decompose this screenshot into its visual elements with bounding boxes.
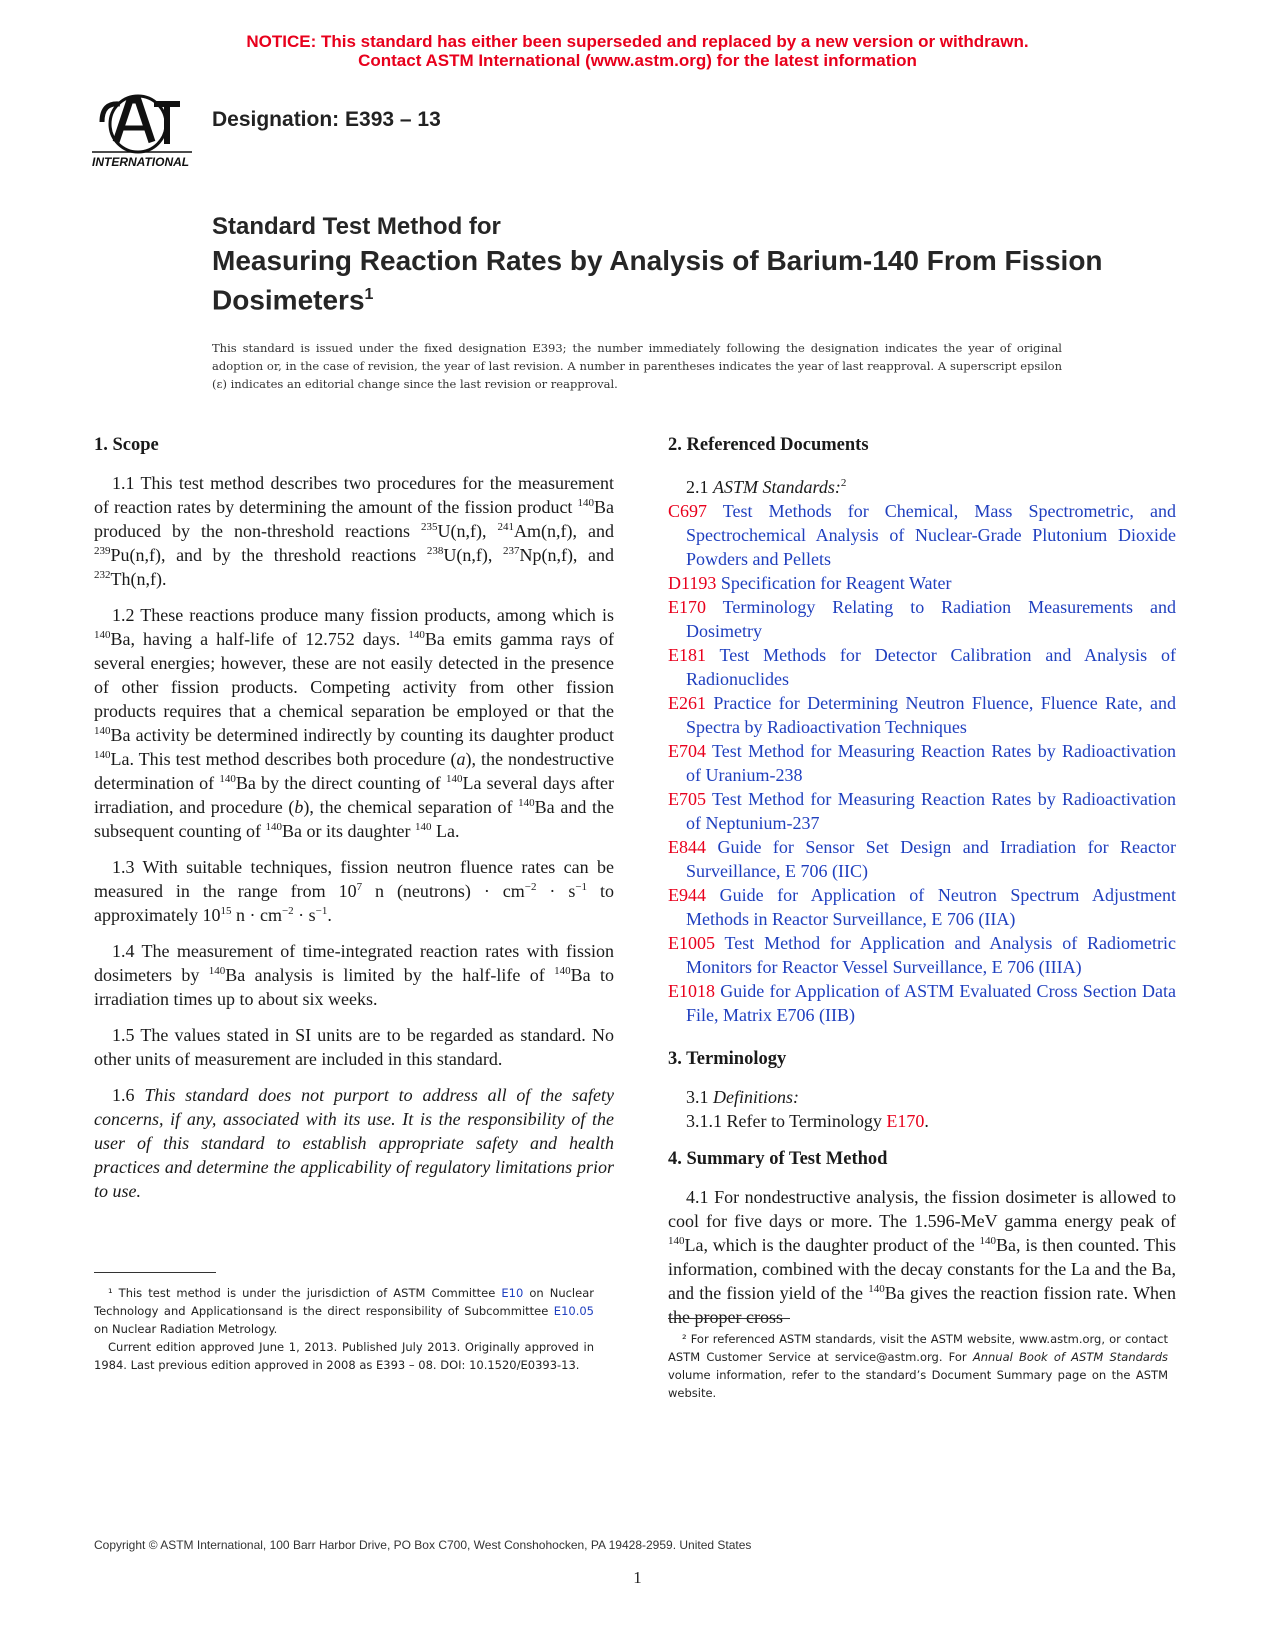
designation: Designation: E393 – 13: [212, 108, 441, 131]
ref-link-e261[interactable]: E261 Practice for Determining Neutron Fluence, Fluence Rate, and Spectra by Radioactivation Techniques: [668, 693, 1176, 737]
footnote-1-para-2: Current edition approved June 1, 2013. Published July 2013. Originally approved in 1984. Last previous edition approved in 2008 as E393 – 08. DOI: 10.1520/E0393-13.: [94, 1340, 594, 1372]
section-2-heading: 2. Referenced Documents: [668, 435, 869, 455]
notice-line-2: Contact ASTM International (www.astm.org) for the latest information: [358, 51, 917, 70]
title-main: [212, 244, 1112, 317]
paragraph-4-1: 4.1 For nondestructive analysis, the fission dosimeter is allowed to cool for five days or more. The 1.596-MeV gamma energy peak of $^{140}$La, which is the daughter product of the $^{140}$Ba, is then counted. This information, combined with the decay constants for the La and the Ba, and the fission yield of the $^{140}$Ba gives the reaction fission rate. When the proper cross: [668, 1187, 1176, 1327]
paragraph-1-6: 1.6 This standard does not purport to address all of the safety concerns, if any, associated with its use. It is the responsibility of the user of this standard to establish appropriate safety and health practices and determine the applicability of regulatory limitations prior to use.: [94, 1085, 615, 1201]
paragraph-3-1: 3.1 Definitions:: [686, 1087, 799, 1107]
footnote-1: [94, 1284, 594, 1374]
section-1-heading: 1. Scope: [94, 435, 159, 455]
footnote-1-para-1: ¹ This test method is under the jurisdiction of ASTM Committee E10 on Nuclear Technology and Applicationsand is the direct responsibility of Subcommittee E10.05 on Nuclear Radiation Metrology.: [94, 1286, 594, 1336]
terminology-link-e170[interactable]: E170: [886, 1111, 925, 1131]
title-main-text: Measuring Reaction Rates by Analysis of Barium-140 From Fission Dosimeters: [212, 245, 1103, 316]
section-4-heading: 4. Summary of Test Method: [668, 1149, 888, 1169]
ref-link-d1193[interactable]: D1193 Specification for Reagent Water: [668, 573, 952, 593]
footnote-rule-right: [668, 1318, 790, 1319]
ref-link-e704[interactable]: E704 Test Method for Measuring Reaction Rates by Radioactivation of Uranium-238: [668, 741, 1176, 785]
title-line-1: Standard Test Method for: [212, 213, 501, 240]
right-column: [668, 433, 1176, 1341]
paragraph-1-5: 1.5 The values stated in SI units are to be regarded as standard. No other units of measurement are included in this standard.: [94, 1025, 614, 1069]
ref-link-e1018[interactable]: E1018 Guide for Application of ASTM Evaluated Cross Section Data File, Matrix E706 (IIB): [668, 981, 1176, 1025]
paragraph-1-2: 1.2 These reactions produce many fission products, among which is $^{140}$Ba, having a half-life of 12.752 days. $^{140}$Ba emits gamma rays of several energies; however, these are not easily detected in the presence of other fission products. Competing activity from other fission products requires that a chemical separation be employed or that the $^{140}$Ba activity be determined indirectly by counting its daughter product $^{140}$La. This test method describes both procedure (a), the nondestructive determination of $^{140}$Ba by the direct counting of $^{140}$La several days after irradiation, and procedure (b), the chemical separation of $^{140}$Ba and the subsequent counting of $^{140}$Ba or its daughter $^{140}$ La.: [94, 605, 614, 841]
paragraph-3-1-1: 3.1.1 Refer to Terminology E170.: [686, 1111, 929, 1131]
notice-line-1: NOTICE: This standard has either been superseded and replaced by a new version or withdrawn.: [246, 32, 1029, 51]
ref-link-e944[interactable]: E944 Guide for Application of Neutron Spectrum Adjustment Methods in Reactor Surveillance, E 706 (IIA): [668, 885, 1176, 929]
paragraph-1-1: 1.1 This test method describes two procedures for the measurement of reaction rates by determining the amount of the fission product $^{140}$Ba produced by the non-threshold reactions $^{235}$U(n,f), $^{241}$Am(n,f), and $^{239}$Pu(n,f), and by the threshold reactions $^{238}$U(n,f), $^{237}$Np(n,f), and $^{232}$Th(n,f).: [94, 473, 614, 589]
ref-link-e844[interactable]: E844 Guide for Sensor Set Design and Irradiation for Reactor Surveillance, E 706 (IIC): [668, 837, 1176, 881]
footnote-2: [668, 1330, 1168, 1402]
footnote-2-para: ² For referenced ASTM standards, visit the ASTM website, www.astm.org, or contact ASTM Customer Service at service@astm.org. For Annual Book of ASTM Standards volume information, refer to the standard’s Document Summary page on the ASTM website.: [668, 1332, 1168, 1400]
ref-link-e1005[interactable]: E1005 Test Method for Application and Analysis of Radiometric Monitors for Reactor Vessel Surveillance, E 706 (IIIA): [668, 933, 1176, 977]
title-footnote-marker: 1: [364, 286, 374, 303]
ref-link-c697[interactable]: C697 Test Methods for Chemical, Mass Spectrometric, and Spectrochemical Analysis of Nuclear-Grade Plutonium Dioxide Powders and Pellets: [668, 501, 1176, 569]
footnote-rule-left: [94, 1272, 216, 1273]
left-column: [94, 433, 614, 1215]
supersession-notice: [0, 32, 1275, 70]
ref-link-e705[interactable]: E705 Test Method for Measuring Reaction Rates by Radioactivation of Neptunium-237: [668, 789, 1176, 833]
paragraph-2-1: 2.1 ASTM Standards:$^2$: [686, 477, 847, 497]
paragraph-1-4: 1.4 The measurement of time-integrated reaction rates with fission dosimeters by $^{140}$Ba analysis is limited by the half-life of $^{140}$Ba to irradiation times up to about six weeks.: [94, 941, 614, 1009]
paragraph-1-3: 1.3 With suitable techniques, fission neutron fluence rates can be measured in the range from $10^7$ n (neutrons) · $cm^{-2} \cdot s^{-1}$ to approximately $10^{15}$ $n \cdot cm^{-2} \cdot s^{-1}$.: [94, 857, 614, 925]
subcommittee-link-e10-05[interactable]: E10.05: [553, 1304, 594, 1318]
ref-link-e170[interactable]: E170 Terminology Relating to Radiation Measurements and Dosimetry: [668, 597, 1176, 641]
astm-logo: [92, 92, 192, 172]
logo-wordmark: INTERNATIONAL: [92, 155, 190, 169]
referenced-documents-list: [668, 499, 1176, 1027]
ref-link-e181[interactable]: E181 Test Methods for Detector Calibration and Analysis of Radionuclides: [668, 645, 1176, 689]
copyright-line: Copyright © ASTM International, 100 Barr Harbor Drive, PO Box C700, West Conshohocken, PA 19428-2959. United States: [94, 1538, 752, 1552]
document-title: [212, 212, 1112, 317]
page-number: 1: [633, 1568, 642, 1587]
section-3-heading: 3. Terminology: [668, 1049, 787, 1069]
committee-link-e10[interactable]: E10: [501, 1286, 524, 1300]
issued-statement: This standard is issued under the fixed designation E393; the number immediately following the designation indicates the year of original adoption or, in the case of revision, the year of last revision. A number in parentheses indicates the year of last reapproval. A superscript epsilon (ε) indicates an editorial change since the last revision or reapproval.: [212, 341, 1062, 391]
